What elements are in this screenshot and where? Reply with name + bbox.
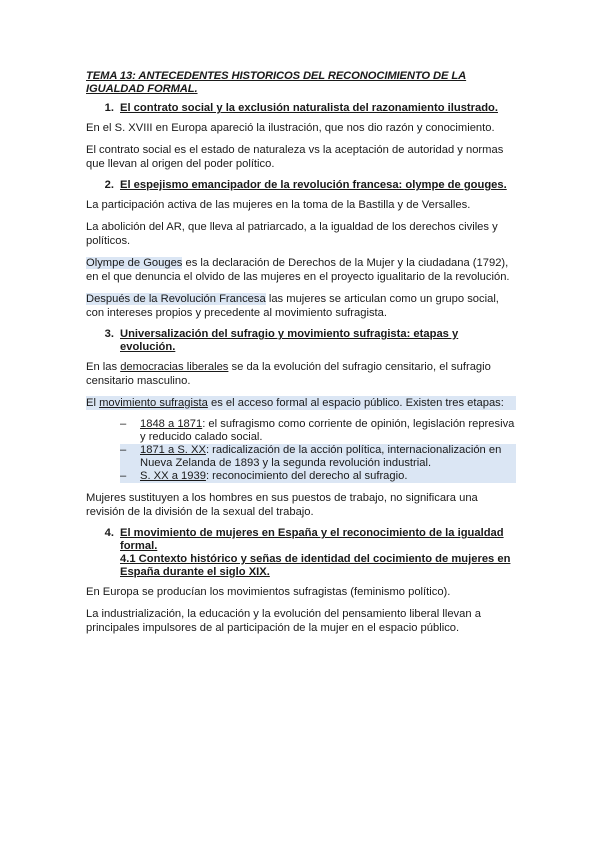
paragraph-text: las mujeres se articulan como un grupo social, con intereses propios y precedente al movimiento sufragista.: [86, 293, 499, 319]
section-number: 2.: [104, 179, 114, 191]
section-2-heading: [86, 179, 516, 192]
section-heading-block: [120, 527, 516, 579]
highlighted-text: Después de la Revolución Francesa: [86, 293, 266, 305]
underlined-text: democracias liberales: [120, 361, 229, 373]
paragraph-text: se da la evolución del sufragio censitario, el sufragio censitario masculino.: [86, 361, 491, 387]
section-3-heading: [86, 328, 516, 354]
document-page: [86, 70, 516, 643]
list-item: [120, 418, 516, 444]
paragraph: El contrato social es el estado de naturaleza vs la aceptación de autoridad y normas que llevan al origen del poder político.: [86, 144, 504, 170]
highlighted-text: Olympe de Gouges: [86, 257, 183, 269]
stage-period: 1871 a S. XX: [140, 444, 206, 456]
section-number: 1.: [104, 102, 114, 114]
list-item: [120, 444, 516, 470]
stage-period: S. XX a 1939: [140, 470, 206, 482]
paragraph: [86, 256, 516, 284]
underlined-text: movimiento sufragista: [99, 397, 208, 409]
dash-bullet: –: [120, 444, 127, 456]
dash-bullet: –: [120, 418, 127, 430]
section-1-heading: [86, 102, 516, 115]
paragraph: La abolición del AR, que lleva al patriarcado, a la igualdad de los derechos civiles y políticos.: [86, 221, 498, 247]
stage-text: : el sufragismo como corriente de opinión, legislación represiva y reducido calado social.: [140, 418, 515, 443]
stage-text: : radicalización de la acción política, internacionalización en Nueva Zelanda de 1893 y la segunda revolución industrial.: [140, 444, 502, 469]
paragraph-text: El: [86, 397, 100, 409]
paragraph: [86, 292, 516, 320]
stages-list: [86, 418, 516, 483]
list-item: [120, 470, 516, 483]
section-4-heading: [86, 527, 516, 579]
document-title: TEMA 13: ANTECEDENTES HISTORICOS DEL RECONOCIMIENTO DE LA IGUALDAD FORMAL.: [86, 70, 467, 95]
stage-period: 1848 a 1871: [140, 418, 203, 430]
paragraph-text: En las: [86, 361, 121, 373]
paragraph: En Europa se producían los movimientos sufragistas (feminismo político).: [86, 586, 451, 598]
highlighted-paragraph: [86, 396, 516, 410]
paragraph: En el S. XVIII en Europa apareció la ilustración, que nos dio razón y conocimiento.: [86, 122, 495, 134]
paragraph-text: es el acceso formal al espacio público. Existen tres etapas:: [207, 397, 504, 409]
paragraph: [86, 360, 516, 388]
dash-bullet: –: [120, 470, 127, 482]
section-heading-text: El espejismo emancipador de la revolución francesa: olympe de gouges.: [120, 179, 507, 191]
subsection-heading: 4.1 Contexto histórico y señas de identidad del cocimiento de mujeres en España durante el siglo XIX.: [120, 553, 511, 578]
paragraph: La industrialización, la educación y la evolución del pensamiento liberal llevan a principales impulsores de al participación de la mujer en el espacio público.: [86, 608, 481, 634]
section-heading-text: El contrato social y la exclusión naturalista del razonamiento ilustrado.: [120, 102, 498, 114]
paragraph: Mujeres sustituyen a los hombres en sus puestos de trabajo, no significara una revisión de la división de la sexual del trabajo.: [86, 492, 478, 518]
section-number: 4.: [104, 527, 114, 539]
section-heading-text: Universalización del sufragio y movimiento sufragista: etapas y evolución.: [120, 328, 459, 353]
paragraph: La participación activa de las mujeres en la toma de la Bastilla y de Versalles.: [86, 199, 471, 211]
stage-text: : reconocimiento del derecho al sufragio.: [205, 470, 408, 482]
paragraph-text: es la declaración de Derechos de la Mujer y la ciudadana (1792), en el que denuncia el olvido de las mujeres en el proyecto igualitario de la revolución.: [86, 257, 510, 283]
section-number: 3.: [104, 328, 114, 340]
section-heading-text: El movimiento de mujeres en España y el reconocimiento de la igualdad formal.: [120, 527, 504, 552]
